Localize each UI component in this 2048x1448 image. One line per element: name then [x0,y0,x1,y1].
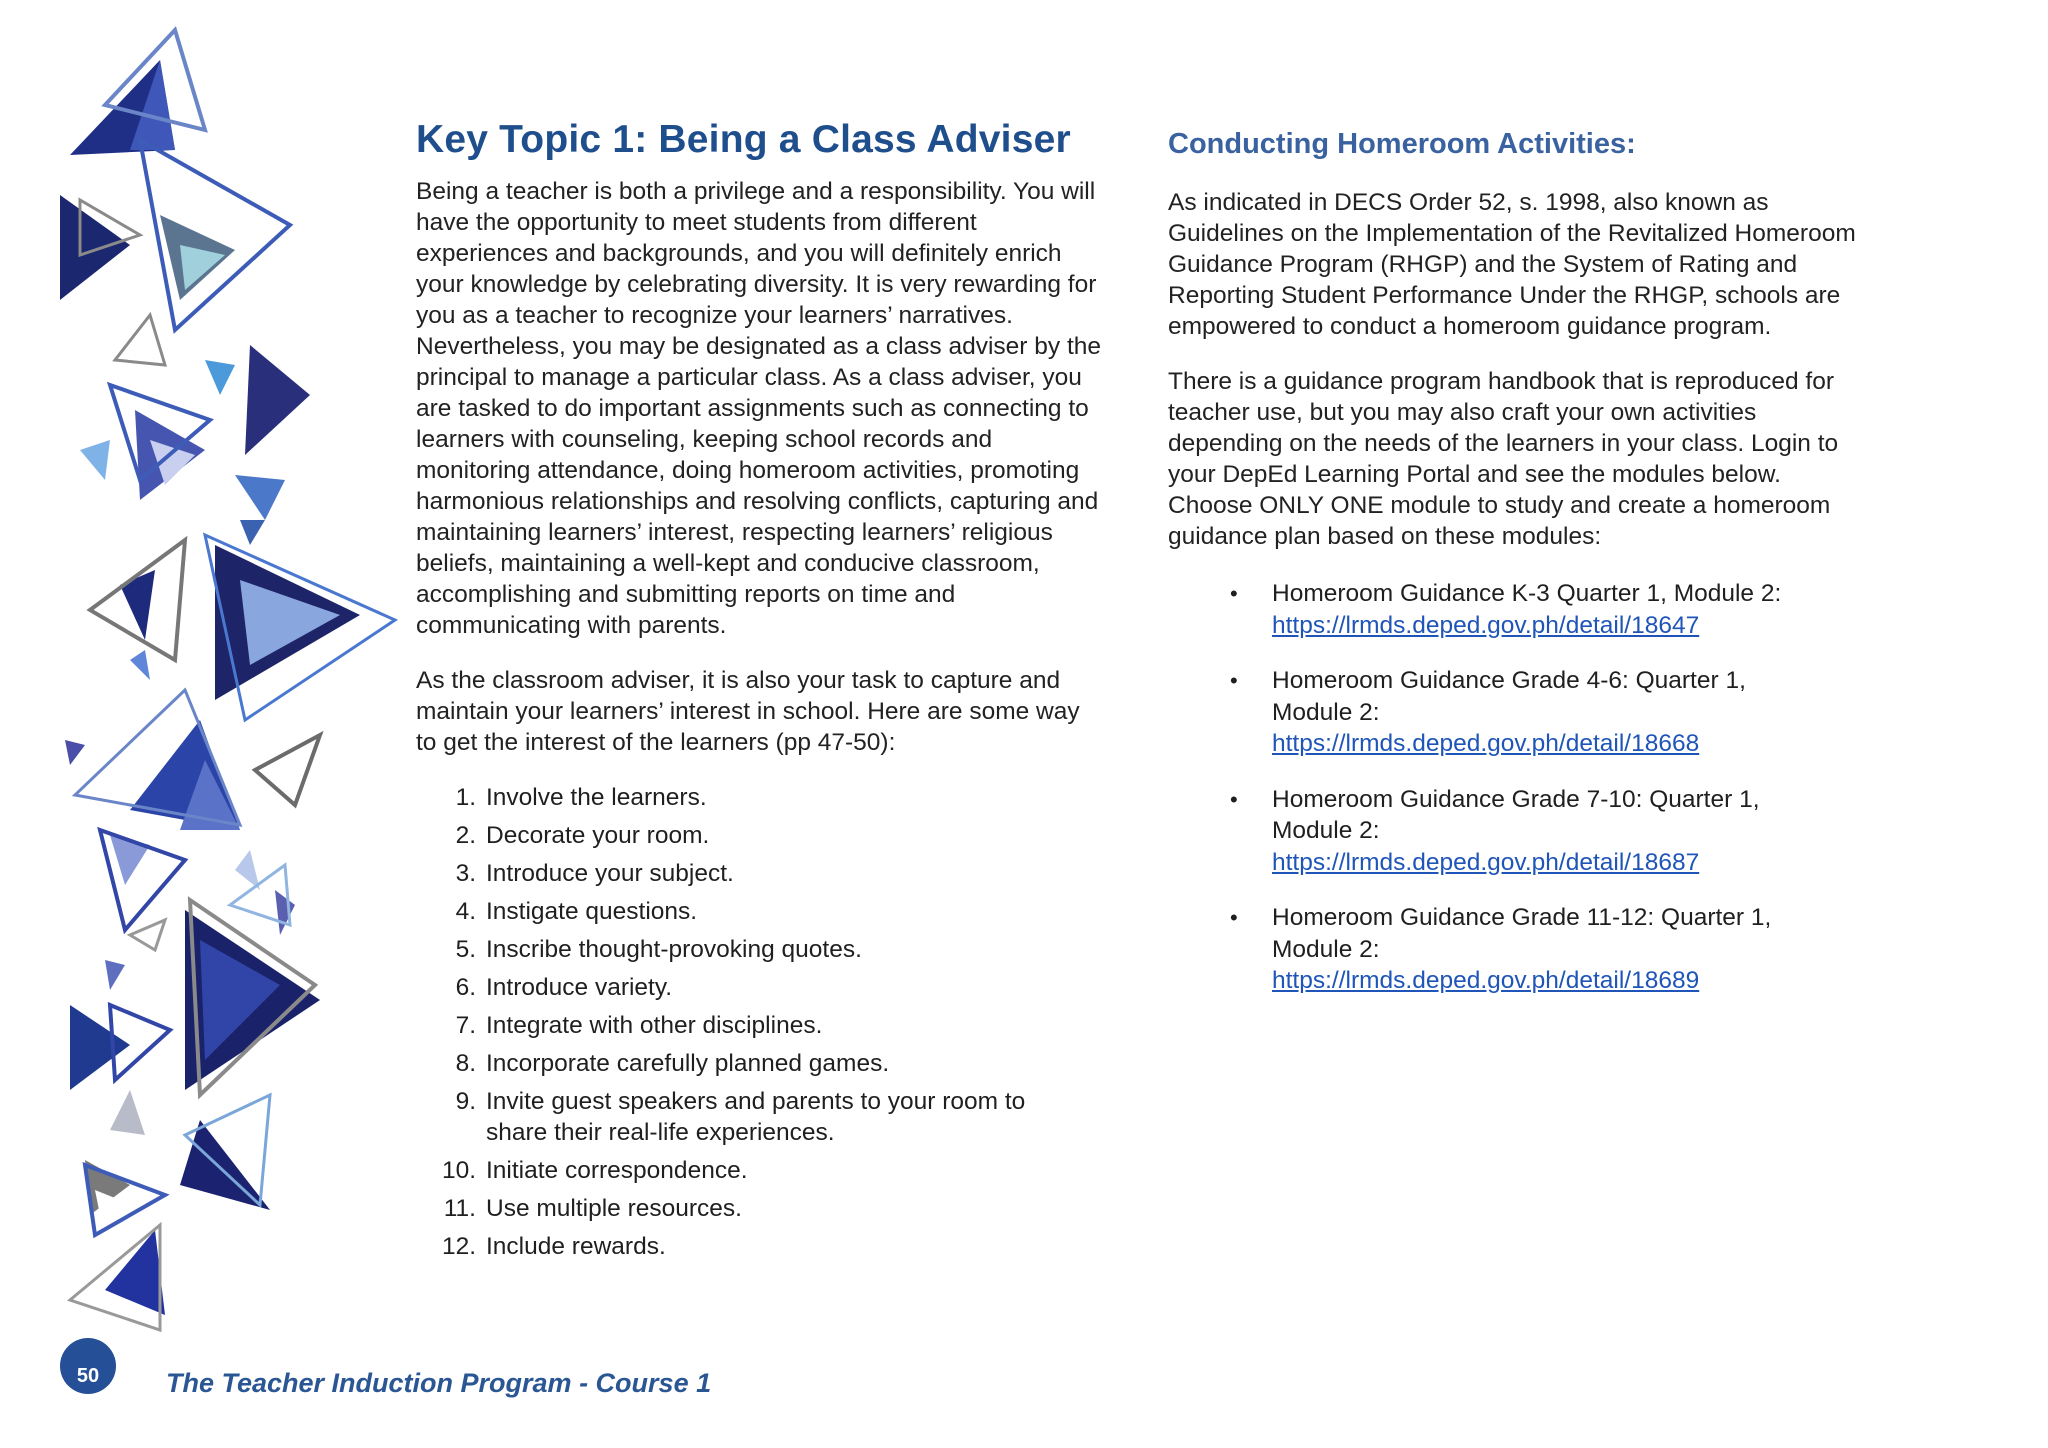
decs-order-paragraph: As indicated in DECS Order 52, s. 1998, also known as Guidelines on the Implementation of the Revitalized Homeroom Guidance Program (RHGP) and the System of Rating and Reporting Student Performance Under the RHGP, schools are empowered to conduct a homeroom guidance program. [1168,189,1856,340]
bullet-icon: • [1230,905,1238,930]
list-number: 1. [455,784,476,811]
list-number: 4. [455,898,476,925]
triangle-decoration-icon [0,0,420,1448]
modules-list [1168,578,1868,997]
ways-list [416,782,1106,1262]
list-number: 10. [441,1157,476,1184]
list-item [416,1048,1106,1079]
module-item [1168,578,1792,641]
bullet-icon: • [1230,581,1238,606]
list-text: Decorate your room. [486,822,710,849]
list-text: Instigate questions. [486,898,698,925]
list-number: 12. [441,1233,476,1260]
module-label: Homeroom Guidance Grade 7-10: Quarter 1, Module 2: [1272,785,1760,844]
module-link[interactable]: https://lrmds.deped.gov.ph/detail/18689 [1272,967,1700,994]
list-item [416,858,1106,889]
list-text: Introduce variety. [486,974,673,1001]
left-column [416,118,1106,1269]
list-item [416,820,1106,851]
list-number: 5. [455,936,476,963]
list-text: Invite guest speakers and parents to your room to share their real-life experiences. [486,1088,1026,1146]
page-number-badge: 50 [60,1338,116,1394]
list-text: Introduce your subject. [486,860,734,887]
list-text: Incorporate carefully planned games. [486,1050,890,1077]
module-item [1168,902,1792,997]
bullet-icon: • [1230,786,1238,812]
module-label: Homeroom Guidance Grade 11-12: Quarter 1, Module 2: [1272,904,1772,963]
list-text: Use multiple resources. [486,1195,742,1222]
list-item [416,1086,1046,1148]
list-item [416,896,1106,927]
list-text: Inscribe thought-provoking quotes. [486,936,862,963]
module-label: Homeroom Guidance K-3 Quarter 1, Module 2: [1272,580,1782,607]
module-item [1168,784,1792,879]
intro-paragraph: Being a teacher is both a privilege and a responsibility. You will have the opportunity to meet students from different experiences and backgrounds, and you will definitely enrich your knowledge by celebrating diversity. It is very rewarding for you as a teacher to recognize your learners’ narratives. Nevertheless, you may be designated as a class adviser by the principal to manage a particular class. As a class adviser, you are tasked to do important assignments such as connecting to learners with counseling, keeping school records and monitoring attendance, doing homeroom activities, promoting harmonious relationships and resolving conflicts, capturing and maintaining learners’ interest, respecting learners’ religious beliefs, maintaining a well-kept and conducive classroom, accomplishing and submitting reports on time and communicating with parents. [416,178,1102,639]
bullet-icon: • [1230,668,1238,693]
list-number: 7. [455,1012,476,1039]
list-item [416,1155,1106,1186]
list-item [416,934,1106,965]
list-number: 2. [455,822,476,849]
module-link[interactable]: https://lrmds.deped.gov.ph/detail/18668 [1272,730,1700,757]
list-item [416,782,1106,813]
list-item [416,1231,1106,1262]
list-number: 11. [443,1195,476,1222]
module-link[interactable]: https://lrmds.deped.gov.ph/detail/18647 [1272,611,1700,639]
list-item [416,1193,1106,1224]
list-number: 8. [455,1050,476,1077]
module-item [1168,665,1792,760]
list-number: 9. [455,1088,476,1115]
module-link[interactable]: https://lrmds.deped.gov.ph/detail/18687 [1272,848,1700,876]
interest-paragraph: As the classroom adviser, it is also your task to capture and maintain your learners’ interest in school. Here are some way to get the interest of the learners (pp 47-50): [416,667,1080,756]
right-column [1168,128,1868,1021]
list-number: 3. [455,860,476,887]
list-item [416,972,1106,1003]
list-text: Involve the learners. [486,784,707,811]
list-item [416,1010,1106,1041]
list-text: Initiate correspondence. [486,1157,748,1184]
list-number: 6. [455,974,476,1001]
handbook-paragraph: There is a guidance program handbook that is reproduced for teacher use, but you may also craft your own activities depending on the needs of the learners in your class. Login to your DepEd Learning Portal and see the modules below. Choose ONLY ONE module to study and create a homeroom guidance plan based on these modules: [1168,368,1839,550]
list-text: Integrate with other disciplines. [486,1012,823,1039]
list-text: Include rewards. [486,1233,666,1260]
homeroom-title: Conducting Homeroom Activities: [1168,128,1636,160]
key-topic-title: Key Topic 1: Being a Class Adviser [416,118,1071,161]
module-label: Homeroom Guidance Grade 4-6: Quarter 1, Module 2: [1272,667,1746,726]
footer-title: The Teacher Induction Program - Course 1 [166,1368,712,1398]
